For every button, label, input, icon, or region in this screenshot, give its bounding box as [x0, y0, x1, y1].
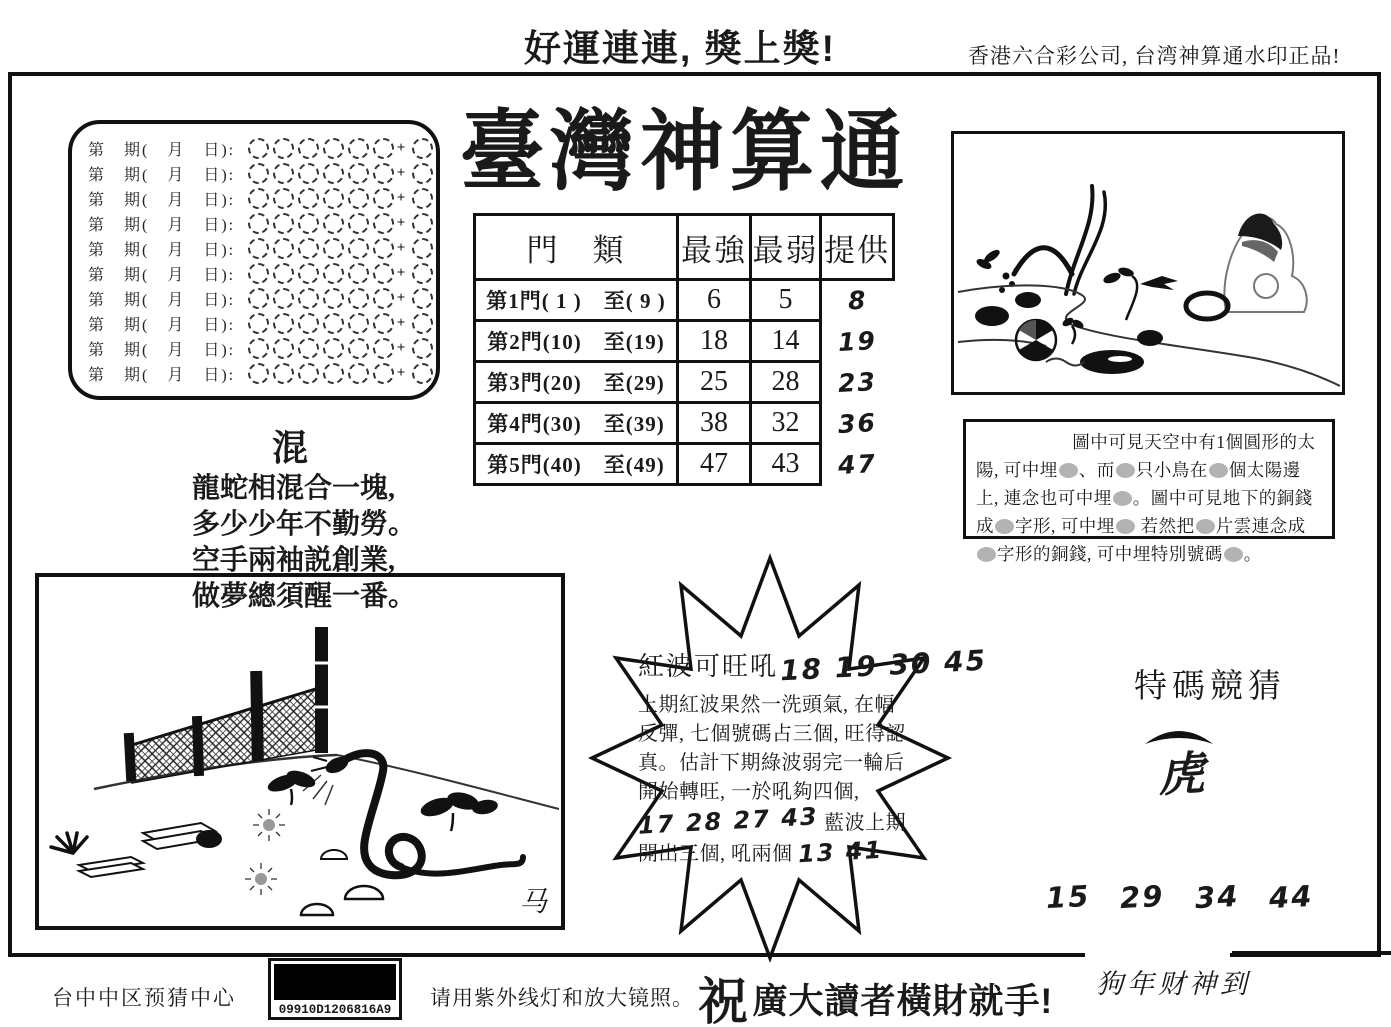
ticket-row — [88, 236, 436, 261]
ticket-row-label: 第 期( 月 日): — [88, 217, 236, 234]
cell-strong: 25 — [678, 362, 751, 403]
special-guess-title: 特碼競猜 — [1134, 669, 1286, 705]
lottery-bubble-icon — [248, 313, 269, 334]
lottery-bubble-icon — [298, 138, 319, 159]
lottery-bubble-icon — [373, 263, 394, 284]
table-header-row — [475, 215, 894, 280]
advice-segment: 個太陽邊上, 連念也可中埋 — [976, 460, 1301, 508]
lottery-bubble-icon — [298, 263, 319, 284]
watermark-note: 香港六合彩公司, 台湾神算通水印正品! — [968, 44, 1341, 68]
masthead-title: 臺灣神算通 — [460, 104, 911, 202]
advice-segment: 片雲連念成 — [1215, 516, 1306, 536]
plus-sign: + — [396, 140, 406, 156]
lottery-bubble-icon — [323, 313, 344, 334]
ticket-row — [88, 311, 436, 336]
lottery-bubble-icon — [273, 238, 294, 259]
handwritten-number: 47 — [837, 448, 878, 480]
lottery-bubble-icon — [412, 163, 433, 184]
lottery-bubble-icon — [323, 238, 344, 259]
censored-blot — [1116, 463, 1135, 478]
table-row — [475, 403, 894, 444]
dog-year-note: 狗年财神到 — [1096, 969, 1251, 999]
plus-sign: + — [396, 165, 406, 181]
table-row — [475, 444, 894, 485]
lottery-bubble-icon — [323, 338, 344, 359]
lottery-bubble-icon — [298, 163, 319, 184]
lottery-bubble-icon — [273, 288, 294, 309]
prediction-center-name: 台中中区预猜中心 — [52, 987, 236, 1010]
cell-provide — [821, 444, 894, 485]
lottery-bubble-icon — [248, 188, 269, 209]
starburst-panel — [586, 550, 988, 966]
lottery-bubble-icon — [273, 138, 294, 159]
plus-sign: + — [396, 240, 406, 256]
ticket-row-label: 第 期( 月 日): — [88, 317, 236, 334]
cell-category: 第2門(10) 至(19) — [475, 321, 678, 362]
table-row — [475, 280, 894, 321]
lottery-bubble-icon — [273, 263, 294, 284]
advice-text — [976, 428, 1322, 568]
ticket-row-label: 第 期( 月 日): — [88, 342, 236, 359]
lottery-bubble-icon — [323, 263, 344, 284]
lottery-bubble-icon — [248, 363, 269, 384]
lottery-bubble-icon — [273, 313, 294, 334]
barcode-block-icon — [274, 964, 396, 1000]
lottery-bubble-icon — [348, 338, 369, 359]
lottery-bubble-icon — [273, 338, 294, 359]
uv-light-note: 请用紫外线灯和放大镜照。 — [430, 987, 694, 1010]
lottery-bubble-icon — [373, 288, 394, 309]
lottery-bubble-icon — [348, 163, 369, 184]
advice-segment: 字形, 可中埋 — [1015, 516, 1115, 536]
plus-sign: + — [396, 215, 406, 231]
red-wave-title: 紅波可旺吼 — [638, 652, 779, 681]
ticket-row-label: 第 期( 月 日): — [88, 167, 236, 184]
cell-provide — [821, 403, 894, 444]
cell-category: 第5門(40) 至(49) — [475, 444, 678, 485]
special-number: 44 — [1268, 878, 1315, 916]
advice-segment: 只小鳥在 — [1135, 460, 1208, 480]
lottery-bubble-icon — [323, 188, 344, 209]
lottery-bubble-icon — [323, 163, 344, 184]
snake-scene-svg — [39, 577, 561, 926]
ticket-row-label: 第 期( 月 日): — [88, 367, 236, 384]
lottery-bubble-icon — [373, 188, 394, 209]
lottery-bubble-icon — [348, 188, 369, 209]
lottery-bubble-icon — [373, 213, 394, 234]
border-segment — [1232, 951, 1391, 955]
cell-strong: 38 — [678, 403, 751, 444]
handwritten-number: 36 — [837, 407, 878, 439]
cell-provide — [821, 362, 894, 403]
advice-segment: 。 — [1243, 544, 1262, 564]
hand-numbers-1: 17 28 27 43 — [637, 802, 820, 840]
handwritten-number: 8 — [847, 285, 869, 316]
ticket-row-label: 第 期( 月 日): — [88, 292, 236, 309]
lottery-bubble-icon — [273, 188, 294, 209]
lottery-bubble-icon — [348, 213, 369, 234]
lottery-bubble-icon — [373, 238, 394, 259]
wish-text — [698, 962, 1053, 1027]
ticket-row — [88, 211, 436, 236]
censored-blot — [1113, 491, 1132, 506]
ticket-row — [88, 261, 436, 286]
red-wave-numbers-hand: 18 19 30 45 — [779, 643, 988, 688]
ticket-row-label: 第 期( 月 日): — [88, 142, 236, 159]
lottery-bubble-icon — [412, 338, 433, 359]
pond-illustration-frame — [951, 131, 1345, 395]
analysis-print-2: 藍波上期開出三個, 吼兩個 — [638, 812, 907, 865]
plus-sign: + — [396, 290, 406, 306]
cell-category: 第3門(20) 至(29) — [475, 362, 678, 403]
lottery-bubble-icon — [298, 338, 319, 359]
lottery-bubble-icon — [273, 213, 294, 234]
cell-strong: 18 — [678, 321, 751, 362]
lottery-bubble-icon — [412, 363, 433, 384]
lottery-bubble-icon — [298, 238, 319, 259]
cell-weak: 43 — [751, 444, 821, 485]
snake-illustration-frame — [35, 573, 565, 930]
ticket-row — [88, 186, 436, 211]
lottery-bubble-icon — [348, 263, 369, 284]
special-numbers — [1046, 880, 1316, 914]
advice-segment: 若然把 — [1135, 516, 1195, 536]
header-weak: 最弱 — [751, 215, 821, 280]
header-strong: 最強 — [678, 215, 751, 280]
cell-weak: 32 — [751, 403, 821, 444]
lottery-bubble-icon — [323, 288, 344, 309]
advice-segment: 圖中可見天空中有1個圓形的太陽, 可中埋 — [976, 432, 1316, 480]
lottery-bubble-icon — [412, 238, 433, 259]
ticket-row — [88, 361, 436, 386]
special-number: 29 — [1119, 878, 1166, 916]
top-slogan: 好運連連, 獎上獎! — [524, 28, 836, 69]
lottery-bubble-icon — [273, 163, 294, 184]
cell-category: 第4門(30) 至(39) — [475, 403, 678, 444]
ticket-row-label: 第 期( 月 日): — [88, 267, 236, 284]
analysis-print-1: 上期紅波果然一洗頭氣, 在幅反彈, 七個號碼占三個, 旺得認真。估計下期綠波弱完一輪后開始轉旺, 一於吼夠四個, — [638, 694, 906, 803]
handwritten-number: 19 — [837, 325, 878, 357]
cell-weak: 14 — [751, 321, 821, 362]
table-row — [475, 321, 894, 362]
border-gap — [1085, 945, 1230, 957]
lottery-bubble-icon — [412, 188, 433, 209]
plus-sign: + — [396, 315, 406, 331]
table-row — [475, 362, 894, 403]
lottery-bubble-icon — [348, 138, 369, 159]
ticket-row — [88, 286, 436, 311]
ticket-row — [88, 136, 436, 161]
wish-prefix: 祝 — [698, 974, 748, 1027]
censored-blot — [1116, 519, 1135, 534]
lottery-bubble-icon — [412, 313, 433, 334]
lottery-bubble-icon — [248, 138, 269, 159]
lottery-bubble-icon — [248, 213, 269, 234]
cell-weak: 28 — [751, 362, 821, 403]
red-wave-title-line — [638, 643, 988, 688]
lottery-bubble-icon — [412, 213, 433, 234]
poem-line: 空手兩袖説創業, — [192, 545, 396, 576]
special-number: 15 — [1045, 878, 1092, 916]
lottery-bubble-icon — [298, 363, 319, 384]
wish-body: 廣大讀者橫財就手! — [752, 982, 1054, 1021]
analysis-text — [638, 691, 914, 869]
poem-title: 混 — [271, 428, 308, 468]
lottery-bubble-icon — [248, 238, 269, 259]
handwritten-number: 23 — [837, 366, 878, 398]
lottery-bubble-icon — [298, 288, 319, 309]
cell-weak: 5 — [751, 280, 821, 321]
censored-blot — [977, 547, 996, 562]
poem-line: 做夢總須醒一番。 — [192, 581, 417, 612]
censored-blot — [1196, 519, 1215, 534]
censored-blot — [1224, 547, 1243, 562]
lottery-bubble-icon — [348, 238, 369, 259]
cell-strong: 47 — [678, 444, 751, 485]
lottery-bubble-icon — [412, 288, 433, 309]
lottery-bubble-icon — [373, 363, 394, 384]
pond-scene-svg — [954, 134, 1342, 392]
lottery-bubble-icon — [248, 263, 269, 284]
ticket-row — [88, 336, 436, 361]
cell-provide — [821, 321, 894, 362]
lottery-bubble-icon — [323, 363, 344, 384]
ticket-row-label: 第 期( 月 日): — [88, 192, 236, 209]
censored-blot — [1059, 463, 1078, 478]
lottery-bubble-icon — [248, 338, 269, 359]
censored-blot — [1209, 463, 1228, 478]
lottery-bubble-icon — [373, 313, 394, 334]
plus-sign: + — [396, 340, 406, 356]
poem-line: 多少少年不勤勞。 — [192, 509, 417, 540]
advice-segment: 字形的銅錢, 可中埋特別號碼 — [997, 544, 1223, 564]
hand-numbers-2: 13 41 — [797, 835, 884, 869]
ticket-row-label: 第 期( 月 日): — [88, 242, 236, 259]
lottery-bubble-icon — [248, 163, 269, 184]
artist-signature: 马 — [518, 887, 547, 918]
advice-segment: 、而 — [1078, 460, 1115, 480]
header-category: 門 類 — [475, 215, 678, 280]
lottery-bubble-icon — [323, 138, 344, 159]
lottery-bubble-icon — [373, 138, 394, 159]
lottery-bubble-icon — [412, 263, 433, 284]
plus-sign: + — [396, 265, 406, 281]
ticket-form — [68, 120, 440, 400]
lottery-bubble-icon — [348, 363, 369, 384]
zodiac-hand-tiger: 虎 — [1156, 745, 1208, 803]
cell-strong: 6 — [678, 280, 751, 321]
lottery-bubble-icon — [298, 313, 319, 334]
poem-line: 龍蛇相混合一塊, — [192, 473, 396, 504]
barcode-code: 09910D1206816A9 — [278, 1003, 392, 1017]
cell-provide — [821, 280, 894, 321]
lottery-bubble-icon — [298, 188, 319, 209]
special-number: 34 — [1193, 878, 1240, 916]
censored-blot — [995, 519, 1014, 534]
advice-segment: 。圖中可見地下的銅錢成 — [976, 488, 1313, 536]
header-provide: 提供 — [821, 215, 894, 280]
cell-category: 第1門( 1 ) 至( 9 ) — [475, 280, 678, 321]
barcode — [268, 958, 402, 1020]
lottery-bubble-icon — [348, 288, 369, 309]
lottery-bubble-icon — [373, 163, 394, 184]
lottery-bubble-icon — [373, 338, 394, 359]
starburst-text — [637, 643, 988, 869]
lottery-bubble-icon — [323, 213, 344, 234]
plus-sign: + — [396, 365, 406, 381]
plus-sign: + — [396, 190, 406, 206]
lottery-bubble-icon — [348, 313, 369, 334]
lottery-bubble-icon — [412, 138, 433, 159]
lottery-bubble-icon — [248, 288, 269, 309]
lottery-bubble-icon — [273, 363, 294, 384]
ticket-row — [88, 161, 436, 186]
lottery-bubble-icon — [298, 213, 319, 234]
advice-box — [963, 419, 1335, 564]
odds-table — [473, 213, 895, 486]
